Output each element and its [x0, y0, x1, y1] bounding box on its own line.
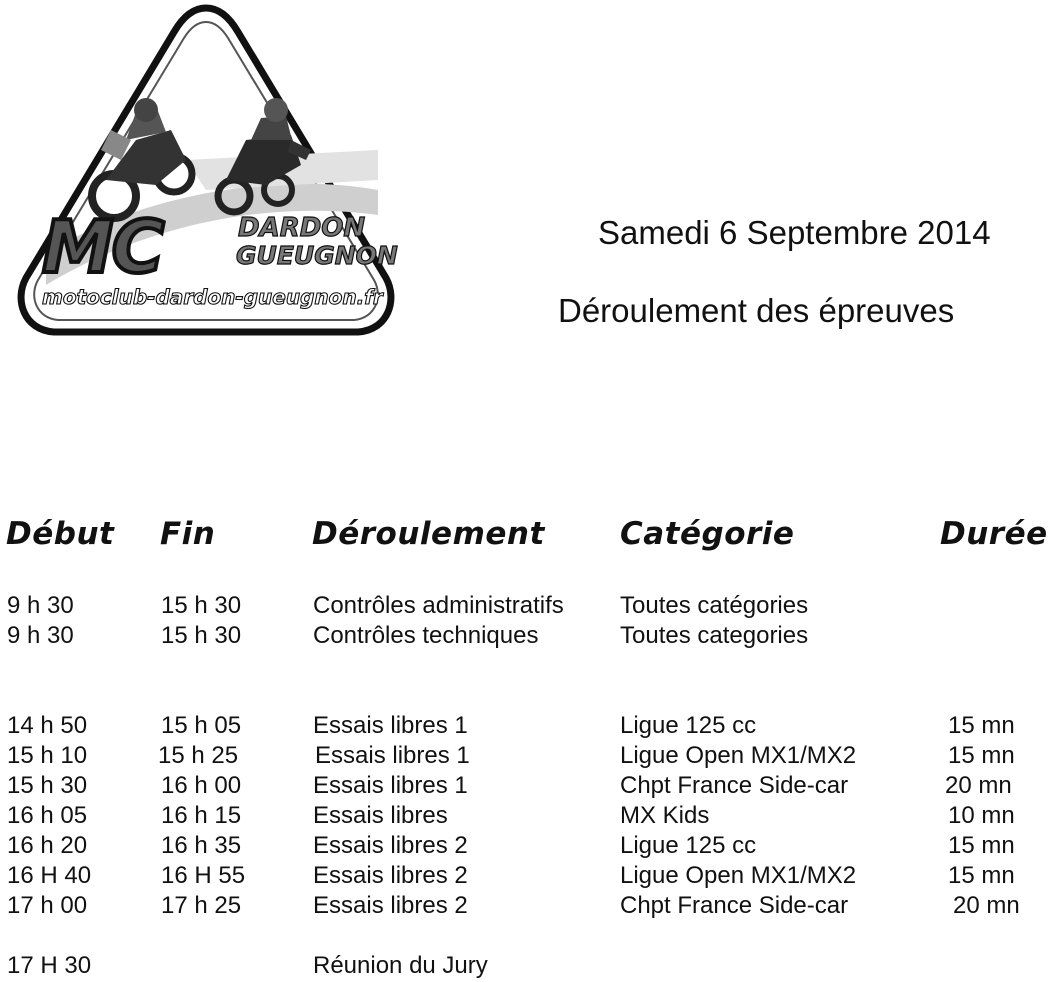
cell-fin: 15 h 05 — [161, 712, 242, 739]
cell-deroulement: Essais libres 1 — [315, 742, 470, 769]
cell-debut: 16 h 20 — [7, 832, 88, 859]
column-header-deroulement: Déroulement — [312, 516, 545, 552]
cell-categorie: Toutes categories — [620, 622, 809, 649]
logo-gueugnon-text: GUEUGNON — [236, 241, 398, 270]
cell-deroulement: Essais libres 2 — [313, 862, 468, 889]
cell-categorie: Ligue 125 cc — [620, 832, 757, 859]
column-header-debut: Début — [6, 516, 115, 552]
logo-mc-text: MC — [42, 205, 163, 289]
cell-debut: 16 h 05 — [7, 802, 88, 829]
cell-deroulement: Essais libres 2 — [313, 832, 468, 859]
cell-deroulement: Essais libres 1 — [313, 712, 468, 739]
logo-dardon-text: DARDON — [238, 213, 366, 243]
cell-debut: 17 H 30 — [7, 952, 92, 979]
cell-deroulement: Contrôles techniques — [313, 622, 539, 649]
cell-deroulement: Essais libres 1 — [313, 772, 468, 799]
column-header-categorie: Catégorie — [620, 516, 795, 552]
cell-debut: 9 h 30 — [7, 622, 74, 649]
cell-duree: 15 mn — [948, 742, 1015, 769]
cell-debut: 15 h 30 — [7, 772, 88, 799]
cell-fin: 15 h 25 — [158, 742, 239, 769]
cell-duree: 20 mn — [953, 892, 1020, 919]
cell-duree: 15 mn — [948, 832, 1015, 859]
cell-categorie: Toutes catégories — [620, 592, 809, 619]
cell-fin: 16 h 15 — [161, 802, 242, 829]
cell-debut: 14 h 50 — [7, 712, 88, 739]
cell-duree: 10 mn — [948, 802, 1015, 829]
cell-deroulement: Essais libres — [313, 802, 448, 829]
club-logo — [6, 0, 406, 345]
page-subtitle: Déroulement des épreuves — [558, 292, 955, 329]
cell-categorie: MX Kids — [620, 802, 710, 829]
cell-fin: 16 h 35 — [161, 832, 242, 859]
cell-fin: 16 h 00 — [161, 772, 242, 799]
cell-debut: 17 h 00 — [7, 892, 88, 919]
event-date: Samedi 6 Septembre 2014 — [598, 214, 991, 251]
cell-duree: 20 mn — [945, 772, 1012, 799]
cell-categorie: Ligue Open MX1/MX2 — [620, 862, 857, 889]
cell-fin: 17 h 25 — [161, 892, 242, 919]
cell-categorie: Ligue 125 cc — [620, 712, 757, 739]
column-header-duree: Durée — [940, 516, 1048, 552]
cell-deroulement: Essais libres 2 — [313, 892, 468, 919]
column-header-fin: Fin — [160, 516, 216, 552]
cell-fin: 16 H 55 — [161, 862, 246, 889]
cell-categorie: Ligue Open MX1/MX2 — [620, 742, 857, 769]
cell-duree: 15 mn — [948, 862, 1015, 889]
cell-debut: 15 h 10 — [7, 742, 88, 769]
cell-debut: 9 h 30 — [7, 592, 74, 619]
cell-deroulement: Contrôles administratifs — [313, 592, 564, 619]
cell-categorie: Chpt France Side-car — [620, 892, 849, 919]
logo-url-text: motoclub-dardon-gueugnon.fr — [42, 285, 383, 309]
cell-deroulement: Réunion du Jury — [313, 952, 488, 979]
cell-fin: 15 h 30 — [161, 622, 242, 649]
cell-categorie: Chpt France Side-car — [620, 772, 849, 799]
cell-fin: 15 h 30 — [161, 592, 242, 619]
cell-duree: 15 mn — [948, 712, 1015, 739]
cell-debut: 16 H 40 — [7, 862, 92, 889]
